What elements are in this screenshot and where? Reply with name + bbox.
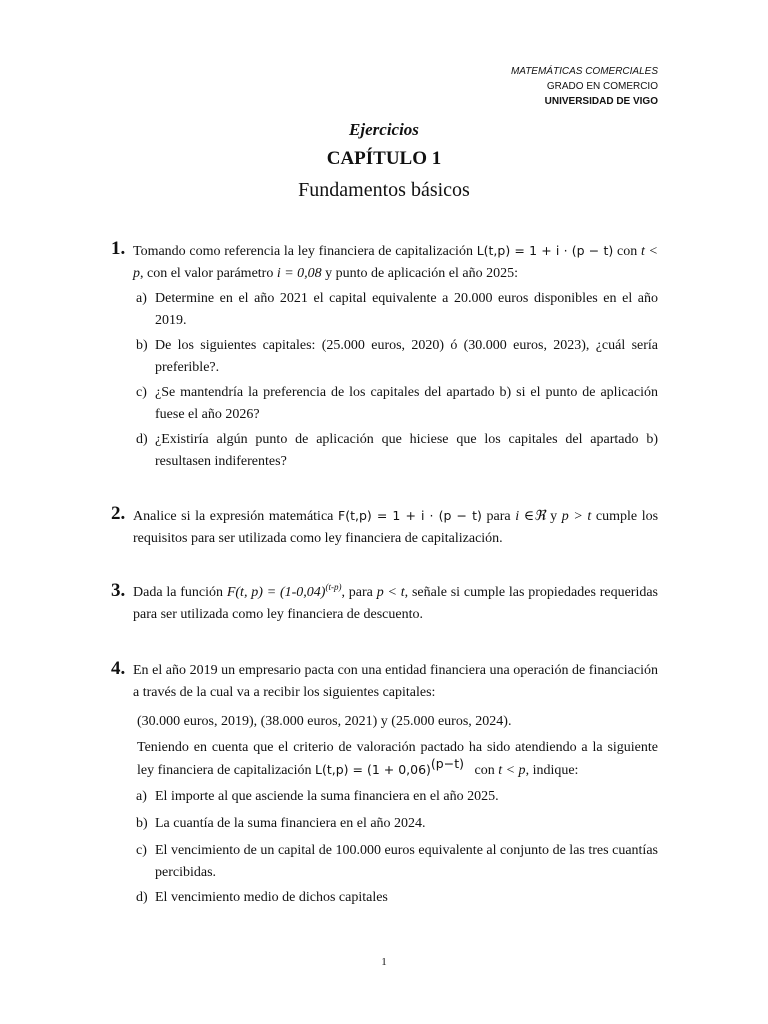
formula: L(t,p) = 1 + i · (p − t) [476, 243, 614, 258]
exercise-4-capitals: (30.000 euros, 2019), (38.000 euros, 2021) y (25.000 euros, 2024). [137, 714, 512, 729]
exercise-4-intro: En el año 2019 un empresario pacta con una entidad financiera una operación de financiación a través de la cual va a recibir los siguientes capitales: [133, 663, 658, 700]
exercise-1-statement: Tomando como referencia la ley financiera de capitalización L(t,p) = 1 + i · (p − t) con t < p, con el valor parámetro i = 0,08 y punto de aplicación el año 2025: [133, 243, 659, 281]
exercise-1-number: 1. [111, 238, 126, 259]
degree-name: GRADO EN COMERCIO [546, 81, 658, 92]
chapter-title: CAPÍTULO 1 [326, 148, 442, 169]
formula-exponent: (p−t) [430, 756, 464, 771]
exercise-1-item: c) ¿Se mantendría la preferencia de los capitales del apartado b) si el punto de aplicación fuese el año 2026? [136, 385, 658, 422]
exercise-2-statement: Analice si la expresión matemática F(t,p) = 1 + i · (p − t) para i ∈ℜ y p > t cumple los requisitos para ser utilizada como ley financiera de capitalización. [133, 508, 659, 546]
exercise-4-number: 4. [111, 658, 126, 679]
exercise-4-criteria: Teniendo en cuenta que el criterio de valoración pactado ha sido atendiendo a la siguiente ley financiera de capitalización $L(t,p) = (1 + 0,06)^{(p-t)}$ con t < p, indique: [137, 740, 658, 778]
course-name: MATEMÁTICAS COMERCIALES [510, 66, 658, 77]
exercise-1-item: b) De los siguientes capitales: (25.000 euros, 2020) ó (30.000 euros, 2023), ¿cuál sería preferible?. [136, 338, 658, 375]
exercise-4-item: b) La cuantía de la suma financiera en el año 2024. [136, 816, 426, 831]
university-name: UNIVERSIDAD DE VIGO [544, 96, 658, 107]
exercise-4-item: d) El vencimiento medio de dichos capitales [136, 890, 388, 905]
formula: F(t,p) = 1 + i · (p − t) [338, 508, 482, 523]
exercise-4-item: a) El importe al que asciende la suma financiera en el año 2025. [136, 789, 499, 804]
formula: F(t, p) = (1-0,04) [226, 585, 326, 600]
exercise-1-item: d) ¿Existiría algún punto de aplicación que hiciese que los capitales del apartado b) resultasen indiferentes? [136, 432, 658, 469]
document-header [511, 64, 658, 109]
exercise-4-item: c) El vencimiento de un capital de 100.000 euros equivalente al conjunto de las tres cuantías percibidas. [136, 843, 658, 880]
exercise-1-item: a) Determine en el año 2021 el capital equivalente a 20.000 euros disponibles en el año 2019. [136, 291, 658, 328]
formula: L(t,p) = (1 + 0,06) [315, 762, 431, 777]
chapter-topic: Fundamentos básicos [298, 179, 470, 201]
formula-exponent: (t-p) [325, 582, 342, 592]
exercise-3-statement: Dada la función F(t, $p) = (1-0,04)^{(t-p)}$, para p < t, señale si cumple las propiedades requeridas para ser utilizada como ley financiera de descuento. [133, 582, 659, 622]
exercise-2-number: 2. [111, 503, 126, 524]
section-title: Ejercicios [349, 120, 419, 139]
page-number: 1 [381, 956, 387, 968]
exercise-3-number: 3. [111, 580, 126, 601]
